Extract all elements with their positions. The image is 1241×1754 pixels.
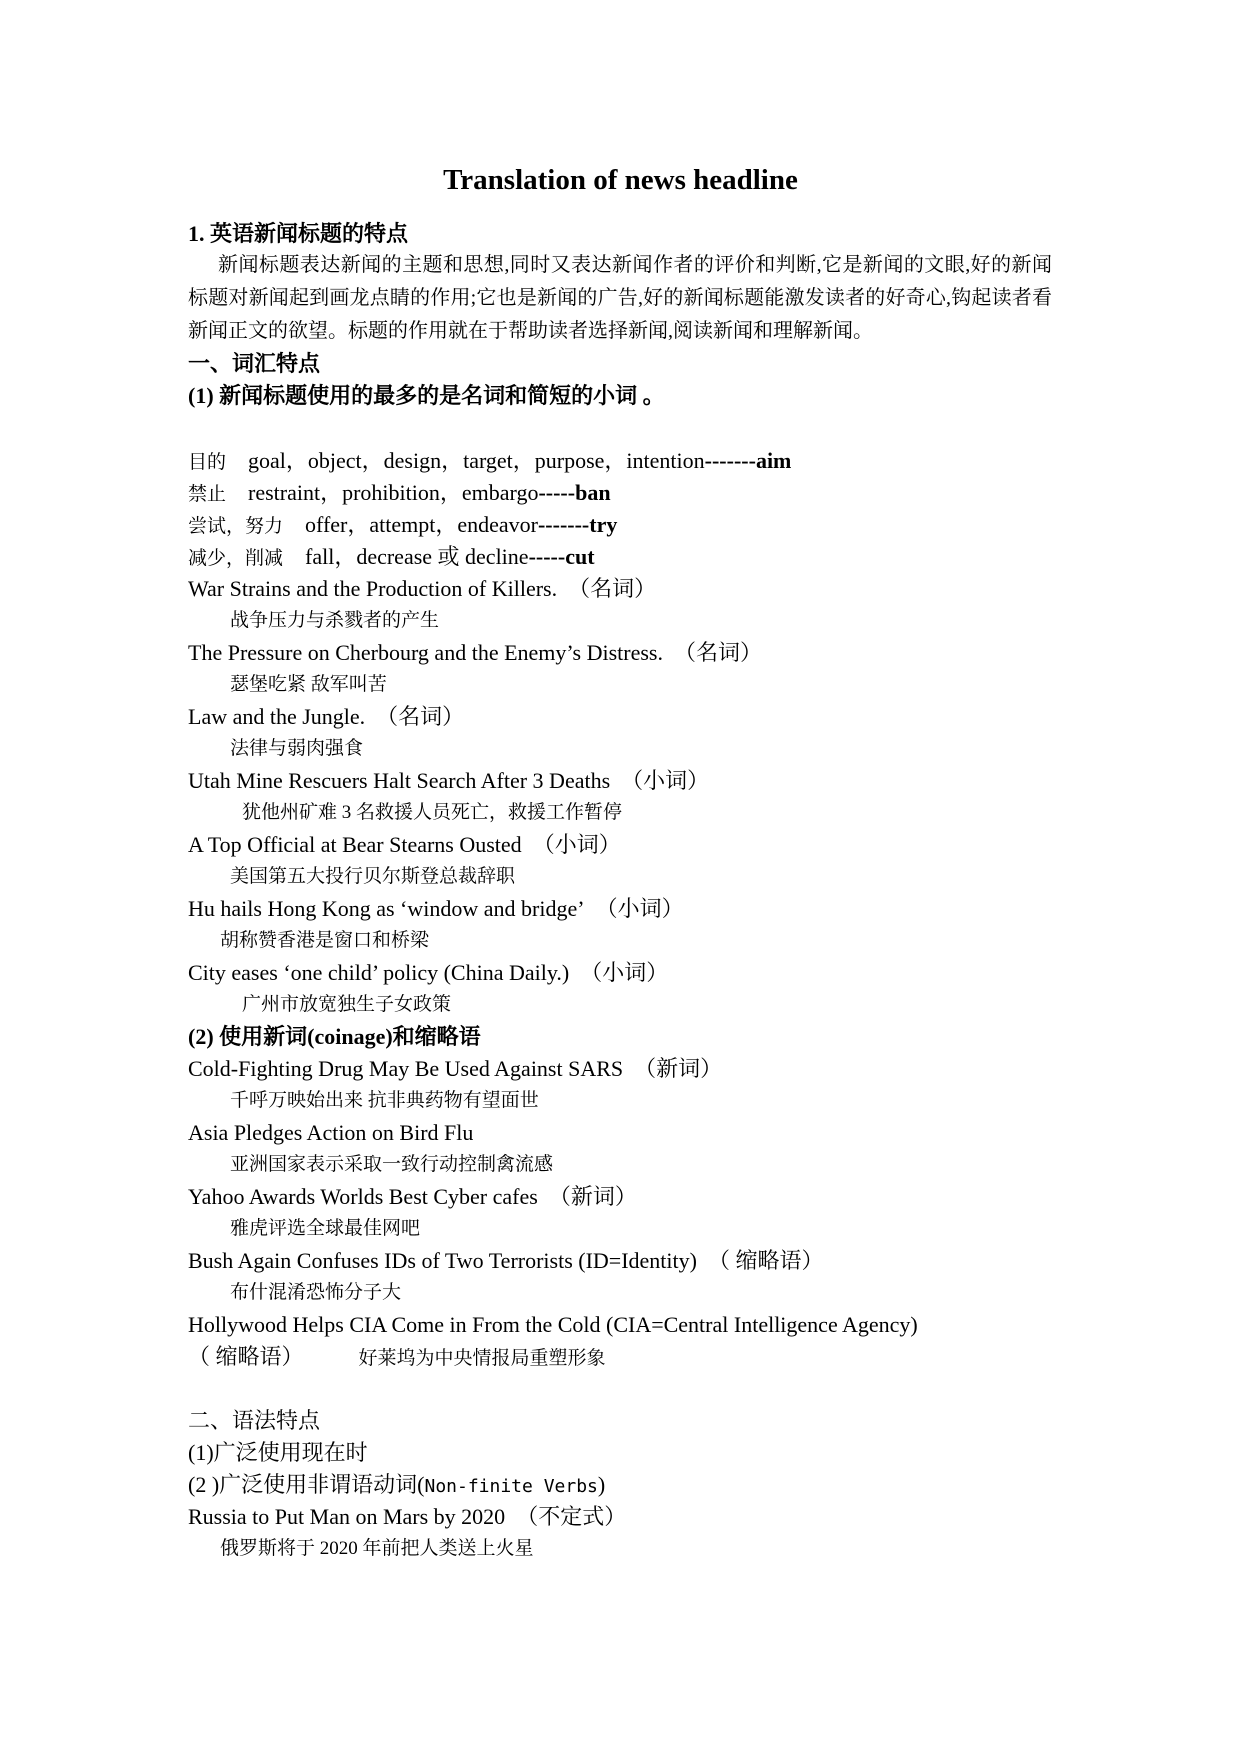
headline-example: [188, 1502, 626, 1532]
headline-example: [188, 574, 656, 604]
headline-example: [188, 958, 668, 988]
headline-tag: （新词）: [548, 1184, 637, 1209]
headline-example: [188, 1054, 722, 1084]
headline-translation: 俄罗斯将于 2020 年前把人类送上火星: [220, 1538, 534, 1559]
word-list-dashes: -----: [528, 544, 566, 569]
headline-tag: （ 缩略语）: [707, 1248, 824, 1273]
headline-example: [188, 894, 684, 924]
section-heading-grammar: 二、语法特点: [188, 1408, 321, 1433]
word-list-meaning: 减少，削减: [188, 548, 284, 569]
headline-translation: 好莱坞为中央情报局重塑形象: [358, 1348, 606, 1369]
headline-english: Bush Again Confuses IDs of Two Terrorists (ID=Identity): [188, 1248, 697, 1273]
word-list-row: [188, 510, 617, 542]
grammar-item: [188, 1470, 605, 1502]
word-list-meaning: 目的: [188, 452, 227, 473]
headline-tag: （小词）: [621, 768, 710, 793]
headline-example: [188, 1182, 637, 1212]
word-list-synonyms: offer，attempt，endeavor: [305, 512, 538, 537]
headline-english: Utah Mine Rescuers Halt Search After 3 Deaths: [188, 768, 611, 793]
headline-translation: 胡称赞香港是窗口和桥梁: [220, 930, 430, 951]
headline-english: Cold-Fighting Drug May Be Used Against SARS: [188, 1056, 624, 1081]
document-title: Translation of news headline: [443, 164, 798, 196]
headline-tag: （名词）: [376, 704, 465, 729]
headline-translation: 瑟堡吃紧 敌军叫苦: [230, 674, 387, 695]
headline-tag: （小词）: [532, 832, 621, 857]
headline-english: War Strains and the Production of Killers.: [188, 576, 558, 601]
headline-translation: 广州市放宽独生子女政策: [242, 994, 452, 1015]
word-list-synonyms: restraint，prohibition，embargo: [248, 480, 539, 505]
headline-translation: 雅虎评选全球最佳网吧: [230, 1218, 421, 1239]
headline-tag: （名词）: [568, 576, 657, 601]
grammar-item-text: (2 )广泛使用非谓语动词(: [188, 1472, 425, 1497]
headline-english: Hollywood Helps CIA Come in From the Cold (CIA=Central Intelligence Agency): [188, 1312, 918, 1337]
word-list-synonyms: goal，object，design，target，purpose，intention: [248, 448, 705, 473]
section-heading-vocabulary: 一、词汇特点: [188, 351, 321, 376]
headline-translation: 美国第五大投行贝尔斯登总裁辞职: [230, 866, 516, 887]
headline-example: [188, 1118, 473, 1148]
headline-english: Hu hails Hong Kong as ‘window and bridge’: [188, 896, 585, 921]
headline-tag: （不定式）: [516, 1504, 627, 1529]
headline-example: [188, 1246, 823, 1276]
word-list-row: [188, 478, 611, 510]
grammar-item: (1)广泛使用现在时: [188, 1440, 368, 1465]
headline-example: [188, 638, 762, 668]
headline-english: Law and the Jungle.: [188, 704, 366, 729]
headline-translation: 犹他州矿难 3 名救援人员死亡，救援工作暂停: [242, 802, 623, 823]
headline-translation: 法律与弱肉强食: [230, 738, 364, 759]
word-list-meaning: 禁止: [188, 484, 227, 505]
grammar-item-close: ): [597, 1472, 606, 1497]
headline-tag: （小词）: [580, 960, 669, 985]
headline-english: Russia to Put Man on Mars by 2020: [188, 1504, 506, 1529]
headline-english: Yahoo Awards Worlds Best Cyber cafes: [188, 1184, 538, 1209]
headline-translation: 亚洲国家表示采取一致行动控制禽流感: [230, 1154, 554, 1175]
headline-translation: 布什混淆恐怖分子大: [230, 1282, 402, 1303]
headline-tag: （新词）: [634, 1056, 723, 1081]
headline-english: A Top Official at Bear Stearns Ousted: [188, 832, 522, 857]
word-list-row: [188, 446, 791, 478]
headline-english: The Pressure on Cherbourg and the Enemy’s Distress.: [188, 640, 663, 665]
headline-translation: 战争压力与杀戮者的产生: [230, 610, 440, 631]
intro-paragraph: 新闻标题表达新闻的主题和思想,同时又表达新闻作者的评价和判断,它是新闻的文眼,好的新闻标题对新闻起到画龙点睛的作用;它也是新闻的广告,好的新闻标题能激发读者的好奇心,钩起读者看新闻正文的欲望。标题的作用就在于帮助读者选择新闻,阅读新闻和理解新闻。: [188, 254, 1052, 342]
headline-example: [188, 1342, 606, 1374]
word-list-key-word: cut: [565, 544, 595, 569]
word-list-key-word: try: [589, 512, 618, 537]
word-list-key-word: ban: [575, 480, 611, 505]
headline-tag: （名词）: [673, 640, 762, 665]
subheading-nouns-short-words: (1) 新闻标题使用的最多的是名词和简短的小词 。: [188, 383, 665, 408]
headline-example: [188, 766, 709, 796]
headline-english: City eases ‘one child’ policy (China Daily.): [188, 960, 570, 985]
headline-tag: （ 缩略语）: [188, 1344, 304, 1369]
word-list-meaning: 尝试，努力: [188, 516, 284, 537]
section-heading-features: 1. 英语新闻标题的特点: [188, 221, 409, 246]
headline-english: Asia Pledges Action on Bird Flu: [188, 1120, 474, 1145]
word-list-dashes: -------: [537, 512, 590, 537]
word-list-synonyms: fall，decrease 或 decline: [305, 544, 529, 569]
word-list-dashes: -------: [704, 448, 756, 473]
word-list-key-word: aim: [755, 448, 792, 473]
subheading-coinage-abbreviations: (2) 使用新词(coinage)和缩略语: [188, 1024, 481, 1049]
headline-example: [188, 830, 621, 860]
grammar-item-term: Non-finite Verbs: [424, 1476, 598, 1497]
word-list-row: [188, 542, 595, 574]
headline-tag: （小词）: [595, 896, 684, 921]
word-list-dashes: -----: [538, 480, 576, 505]
headline-translation: 千呼万映始出来 抗非典药物有望面世: [230, 1090, 539, 1111]
headline-example: [188, 702, 464, 732]
